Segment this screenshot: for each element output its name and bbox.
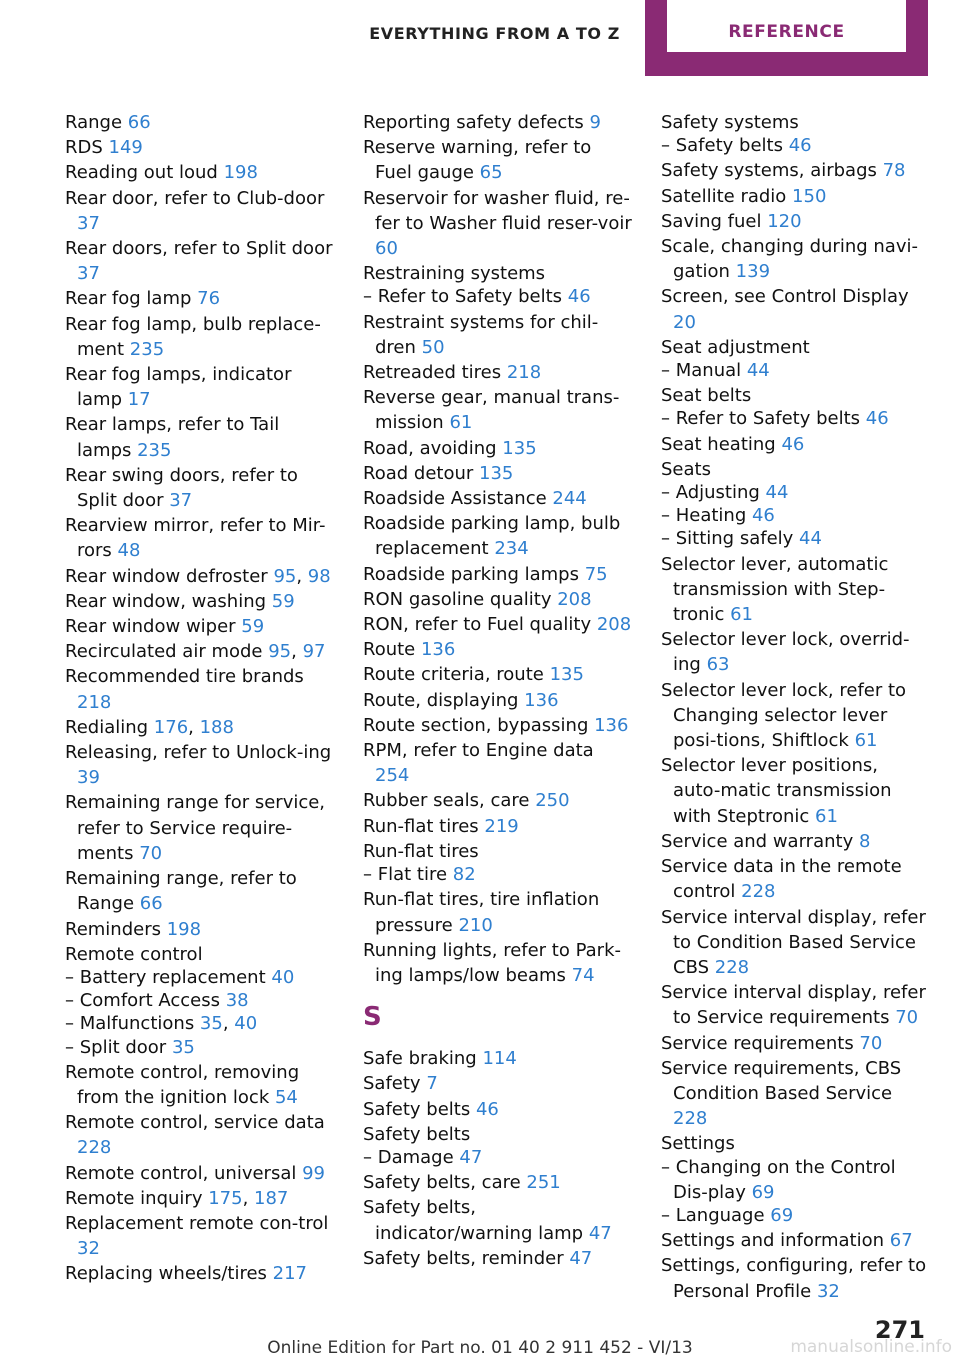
page-reference-link[interactable]: 219 (484, 815, 519, 837)
index-entry (363, 562, 633, 587)
page-reference-link[interactable]: 67 (889, 1230, 913, 1252)
page-reference-link[interactable]: 46 (475, 1098, 499, 1120)
index-entry (363, 1122, 633, 1147)
index-term: Rear fog lamp, bulb replace-ment (65, 313, 321, 360)
index-term: – Sitting safely (661, 528, 800, 550)
index-entry (661, 110, 931, 135)
page-reference-link[interactable]: 208 (596, 614, 632, 636)
index-entry (65, 186, 335, 236)
index-entry (363, 662, 633, 687)
index-term: Route section, bypassing (363, 714, 595, 736)
reference-tab (645, 0, 928, 76)
index-term: Safety belts, reminder (363, 1247, 570, 1269)
index-term: – Changing on the Control Dis-play (661, 1156, 896, 1203)
page-reference-link[interactable]: 54 (274, 1086, 298, 1108)
index-subentry (661, 133, 931, 158)
index-entry (363, 461, 633, 486)
index-entry (661, 209, 931, 234)
index-term: Remote inquiry (65, 1187, 209, 1209)
index-term: Rear window defroster (65, 565, 274, 587)
index-entry: Remote inquiry 175, 187 (65, 1187, 289, 1209)
index-entry (661, 905, 931, 981)
page-reference-link[interactable]: 44 (746, 360, 770, 382)
page-reference-link[interactable]: 95 (268, 641, 292, 663)
index-term: Safety belts (363, 1123, 471, 1145)
page-reference-link[interactable]: 208 (557, 588, 592, 610)
index-subentry (661, 526, 931, 551)
page-reference-link[interactable]: 210 (458, 914, 493, 936)
page-reference-link[interactable]: 40 (234, 1013, 258, 1035)
page-reference-link[interactable]: 228 (673, 1108, 708, 1130)
page-reference-link[interactable]: 218 (77, 691, 112, 713)
page-reference-link[interactable]: 61 (854, 730, 878, 752)
index-entry (661, 234, 931, 284)
index-entry (65, 412, 335, 462)
index-subentry (363, 862, 633, 887)
index-term: Releasing, refer to Unlock-ing (65, 742, 332, 764)
index-term: Replacing wheels/tires (65, 1263, 273, 1285)
page-reference-link[interactable]: 40 (271, 966, 295, 988)
index-term: Safety systems (661, 112, 799, 133)
index-term: – Safety belts (661, 135, 789, 157)
index-entry (65, 614, 335, 639)
index-subentry (661, 1203, 931, 1228)
index-entry (661, 753, 931, 829)
page-reference-link[interactable]: 120 (767, 210, 802, 232)
index-term: Safety systems, airbags (661, 160, 883, 182)
index-term: Service interval display, refer to Service requirements (661, 982, 926, 1029)
footer-edition: Online Edition for Part no. 01 40 2 911 452 - VI/13 (267, 1338, 693, 1358)
index-term: – Refer to Safety belts (661, 408, 866, 430)
page-reference-link[interactable]: 82 (452, 864, 476, 886)
index-entry (65, 1211, 335, 1261)
index-term: Seat belts (661, 385, 752, 407)
index-term: Roadside parking lamp, bulb replacement (363, 513, 621, 560)
index-term: Seat adjustment (661, 336, 810, 358)
index-entry (661, 1228, 931, 1253)
index-term: RON, refer to Fuel quality (363, 614, 597, 636)
index-entry (363, 486, 633, 511)
page-reference-link[interactable]: 47 (588, 1222, 612, 1244)
index-entry (65, 664, 335, 714)
index-term: Run-flat tires (363, 840, 479, 862)
index-term: Service requirements (661, 1032, 860, 1054)
page-reference-link[interactable]: 46 (567, 286, 591, 308)
page-reference-link[interactable]: 149 (108, 137, 143, 159)
index-subentry (661, 503, 931, 528)
index-term: Rear doors, refer to Split door (65, 238, 333, 260)
page-reference-link[interactable]: 32 (77, 1238, 100, 1260)
index-term: Route criteria, route (363, 664, 550, 686)
index-subentry: – Malfunctions 35, 40 (65, 1013, 258, 1035)
reference-tab-label: REFERENCE (728, 22, 845, 42)
page-reference-link[interactable]: 139 (735, 261, 771, 283)
page-reference-link[interactable]: 114 (482, 1048, 517, 1070)
index-entry (661, 335, 931, 360)
index-entry (661, 383, 931, 408)
index-term: Range (65, 112, 128, 133)
index-term: Settings (661, 1133, 735, 1155)
index-entry (65, 942, 335, 967)
page-reference-link[interactable]: 9 (589, 112, 601, 133)
index-term: Rear window, washing (65, 590, 272, 612)
index-entry (65, 110, 335, 135)
page-reference-link[interactable]: 99 (302, 1162, 325, 1184)
index-entry (363, 788, 633, 813)
index-term: – Battery replacement (65, 966, 272, 988)
index-term: – Malfunctions (65, 1013, 200, 1035)
index-entry (661, 432, 931, 457)
index-entry (65, 917, 335, 942)
page-reference-link[interactable]: 35 (171, 1036, 195, 1058)
index-term: Route, displaying (363, 689, 525, 711)
index-entry (661, 184, 931, 209)
index-entry (661, 980, 931, 1030)
page-reference-link[interactable]: 75 (584, 563, 608, 585)
page-reference-link[interactable]: 48 (117, 540, 141, 562)
index-term: Road detour (363, 462, 479, 484)
index-entry (661, 627, 931, 677)
page-reference-link[interactable]: 136 (420, 639, 456, 661)
page-reference-link[interactable]: 47 (569, 1247, 593, 1269)
index-entry (363, 814, 633, 839)
index-entry (363, 310, 633, 360)
index-subentry (363, 1145, 633, 1170)
page-reference-link[interactable]: 70 (859, 1032, 883, 1054)
index-subentry (65, 988, 335, 1013)
index-entry (661, 158, 931, 183)
index-term: – Comfort Access (65, 990, 226, 1012)
index-term: Retreaded tires (363, 362, 507, 384)
index-term: – Adjusting (661, 482, 766, 504)
index-term: Satellite radio (661, 185, 793, 207)
index-term: Selector lever positions, auto-matic transmission with Steptronic (661, 755, 892, 827)
index-entry (661, 457, 931, 482)
index-entry (363, 110, 633, 135)
page-reference-link[interactable]: 76 (197, 288, 221, 310)
index-term: – Flat tire (363, 864, 453, 886)
index-entry (363, 385, 633, 435)
index-entry (65, 463, 335, 513)
index-subentry (65, 1035, 335, 1060)
index-term: Run-flat tires (363, 815, 485, 837)
index-entry (363, 1246, 633, 1271)
index-term: Remote control, universal (65, 1162, 303, 1184)
index-term: Remote control (65, 943, 203, 965)
index-entry: Recirculated air mode 95, 97 (65, 641, 326, 663)
index-term: Screen, see Control Display (661, 286, 909, 308)
index-entry (65, 236, 335, 286)
index-entry (65, 160, 335, 185)
page-reference-link[interactable]: 7 (426, 1073, 438, 1095)
page-reference-link[interactable]: 46 (788, 135, 812, 157)
index-letter-heading: S (363, 1002, 382, 1033)
index-term: Redialing (65, 716, 154, 738)
page-reference-link[interactable]: 17 (127, 389, 151, 411)
index-term: Remote control, service data (65, 1112, 325, 1134)
index-term: Settings, configuring, refer to Personal Profile (661, 1255, 927, 1302)
page-reference-link[interactable]: 59 (241, 616, 265, 638)
index-entry (65, 312, 335, 362)
page-reference-link[interactable]: 60 (375, 238, 398, 260)
index-term: Seats (661, 458, 711, 480)
index-term: – Heating (661, 505, 752, 527)
index-term: Recommended tire brands (65, 666, 304, 688)
page-reference-link[interactable]: 217 (272, 1263, 308, 1285)
page-reference-link[interactable]: 61 (815, 805, 838, 827)
page-reference-link[interactable]: 61 (449, 412, 473, 434)
page-reference-link[interactable]: 65 (479, 162, 503, 184)
index-term: Rubber seals, care (363, 790, 536, 812)
page-reference-link[interactable]: 78 (882, 160, 906, 182)
page-reference-link[interactable]: 98 (307, 565, 331, 587)
index-term: Reading out loud (65, 162, 224, 184)
index-entry (363, 637, 633, 662)
index-entry (363, 135, 633, 185)
index-term: Replacement remote con-trol (65, 1212, 329, 1234)
index-entry (363, 1097, 633, 1122)
page-reference-link[interactable]: 35 (199, 1013, 223, 1035)
index-term: Remote control, removing from the ignition lock (65, 1061, 300, 1108)
index-entry (363, 887, 633, 937)
index-term: – Damage (363, 1146, 460, 1168)
index-entry (65, 135, 335, 160)
index-subentry (363, 284, 633, 309)
index-column-1 (65, 110, 335, 1287)
index-term: Recirculated air mode (65, 641, 269, 663)
index-term: Roadside parking lamps (363, 563, 585, 585)
page-reference-link[interactable]: 63 (706, 654, 730, 676)
index-entry (65, 790, 335, 866)
index-entry (661, 552, 931, 628)
index-entry (363, 1195, 633, 1245)
index-entry (363, 186, 633, 262)
index-term: Run-flat tires, tire inflation pressure (363, 889, 600, 936)
index-entry (65, 362, 335, 412)
index-term: Roadside Assistance (363, 488, 553, 510)
index-term: RON gasoline quality (363, 588, 558, 610)
index-entry (363, 1071, 633, 1096)
index-term: Service data in the remote control (661, 856, 902, 903)
page-reference-link[interactable]: 228 (714, 956, 750, 978)
index-entry (65, 1161, 335, 1186)
index-term: Route (363, 639, 421, 661)
index-term: Service requirements, CBS Condition Based Service (661, 1057, 902, 1104)
index-entry (65, 1060, 335, 1110)
page-header (0, 0, 960, 76)
page-reference-link[interactable]: 8 (858, 830, 871, 852)
page-reference-link[interactable]: 218 (506, 362, 542, 384)
index-entry (363, 1170, 633, 1195)
index-term: Safety belts, indicator/warning lamp (363, 1197, 589, 1244)
index-term: Rear lamps, refer to Tail lamps (65, 414, 280, 461)
index-term: Reservoir for washer fluid, re-fer to Washer fluid reser-voir (363, 187, 632, 234)
index-entry (65, 866, 335, 916)
index-entry (661, 1253, 931, 1303)
index-entry: Redialing 176, 188 (65, 716, 234, 738)
index-term: – Language (661, 1204, 771, 1226)
page-reference-link[interactable]: 228 (741, 881, 776, 903)
index-term: Restraining systems (363, 263, 546, 285)
index-term: Rear swing doors, refer to Split door (65, 464, 298, 512)
page-reference-link[interactable]: 254 (375, 765, 410, 787)
index-entry (363, 436, 633, 461)
index-subentry (65, 965, 335, 990)
index-entry: Rear window defroster 95, 98 (65, 565, 331, 587)
page-reference-link[interactable]: 69 (770, 1204, 794, 1226)
page-reference-link[interactable]: 50 (421, 336, 445, 358)
page-reference-link[interactable]: 47 (459, 1146, 483, 1168)
index-entry (661, 1056, 931, 1132)
index-entry (661, 1131, 931, 1156)
page-reference-link[interactable]: 59 (271, 590, 295, 612)
index-term: Reserve warning, refer to Fuel gauge (363, 137, 592, 184)
page-reference-link[interactable]: 244 (552, 488, 587, 510)
page-reference-link[interactable]: 46 (781, 433, 805, 455)
page-reference-link[interactable]: 251 (526, 1172, 561, 1194)
index-term: Settings and information (661, 1230, 890, 1252)
page-reference-link[interactable]: 235 (129, 338, 165, 360)
index-entry (363, 261, 633, 286)
page-reference-link[interactable]: 175 (208, 1187, 243, 1209)
index-entry (661, 829, 931, 854)
page-reference-link[interactable]: 187 (254, 1187, 289, 1209)
page-reference-link[interactable]: 61 (730, 604, 754, 626)
index-entry (661, 284, 931, 334)
page-reference-link[interactable]: 37 (77, 212, 100, 234)
page-reference-link[interactable]: 176 (153, 716, 189, 738)
page-reference-link[interactable]: 46 (751, 505, 775, 527)
index-term: Restraint systems for chil-dren (363, 311, 599, 358)
index-entry (363, 938, 633, 988)
index-entry (65, 1110, 335, 1160)
index-term: Remaining range for service, refer to Service require-ments (65, 792, 326, 864)
index-term: RDS (65, 137, 109, 159)
page-reference-link[interactable]: 44 (765, 482, 789, 504)
index-term: Reporting safety defects (363, 112, 590, 133)
index-term: – Split door (65, 1036, 172, 1058)
index-entry (661, 854, 931, 904)
page-number: 271 (874, 1316, 925, 1344)
index-term: Service interval display, refer to Condition Based Service CBS (661, 906, 926, 978)
page-reference-link[interactable]: 135 (549, 664, 584, 686)
index-entry (661, 678, 931, 754)
index-entry (363, 612, 633, 637)
index-term: Selector lever lock, overrid-ing (661, 629, 910, 676)
index-entry (65, 513, 335, 563)
index-term: Running lights, refer to Park-ing lamps/low beams (363, 939, 621, 986)
index-term: – Refer to Safety belts (363, 286, 568, 308)
page-reference-link[interactable]: 188 (199, 716, 234, 738)
index-entry (363, 713, 633, 738)
page-reference-link[interactable]: 198 (223, 162, 258, 184)
page-reference-link[interactable]: 198 (166, 918, 202, 940)
page-reference-link[interactable]: 39 (77, 767, 100, 789)
index-entry (363, 688, 633, 713)
index-term: RPM, refer to Engine data (363, 740, 594, 762)
index-term: Road, avoiding (363, 437, 503, 459)
page-reference-link[interactable]: 37 (77, 263, 100, 285)
index-subentry (661, 1155, 931, 1205)
index-term: Scale, changing during navi-gation (661, 236, 918, 283)
page-reference-link[interactable]: 32 (816, 1280, 840, 1302)
index-term: Selector lever lock, refer to Changing selector lever posi-tions, Shiftlock (661, 679, 907, 752)
page-reference-link[interactable]: 66 (139, 893, 163, 915)
page-reference-link[interactable]: 46 (865, 408, 889, 430)
page-reference-link[interactable]: 135 (502, 437, 537, 459)
index-term: Service and warranty (661, 830, 859, 852)
index-entry (363, 511, 633, 561)
index-entry (363, 738, 633, 788)
page-reference-link[interactable]: 74 (571, 964, 595, 986)
index-entry (65, 286, 335, 311)
index-subentry (661, 358, 931, 383)
page-reference-link[interactable]: 66 (127, 112, 151, 133)
index-term: Rear fog lamp (65, 288, 198, 310)
index-column-2 (363, 110, 633, 1271)
page-reference-link[interactable]: 97 (302, 641, 326, 663)
index-term: Remaining range, refer to Range (65, 868, 297, 915)
page-reference-link[interactable]: 136 (524, 689, 559, 711)
page-reference-link[interactable]: 228 (77, 1137, 112, 1159)
index-term: Rear fog lamps, indicator lamp (65, 364, 292, 411)
index-term: Rearview mirror, refer to Mir-rors (65, 515, 326, 562)
page-reference-link[interactable]: 136 (594, 714, 629, 736)
section-title: EVERYTHING FROM A TO Z (369, 24, 620, 43)
index-entry (363, 1046, 633, 1071)
index-term: Reverse gear, manual trans-mission (363, 387, 620, 434)
page-reference-link[interactable]: 70 (895, 1007, 919, 1029)
page-reference-link[interactable]: 95 (273, 565, 297, 587)
page-reference-link[interactable]: 150 (792, 185, 827, 207)
index-entry (65, 1261, 335, 1286)
index-term: – Manual (661, 360, 747, 382)
index-term: Rear window wiper (65, 616, 242, 638)
index-column-3 (661, 110, 931, 1304)
page-reference-link[interactable]: 235 (137, 439, 172, 461)
index-term: Selector lever, automatic transmission with Step-tronic (661, 553, 889, 626)
index-subentry (661, 406, 931, 431)
page-reference-link[interactable]: 250 (535, 790, 570, 812)
index-entry (65, 589, 335, 614)
page-reference-link[interactable]: 135 (479, 462, 514, 484)
index-entry (363, 587, 633, 612)
index-term: Rear door, refer to Club-door (65, 187, 325, 209)
index-term: Safety belts, care (363, 1172, 527, 1194)
index-entry (65, 740, 335, 790)
page-reference-link[interactable]: 20 (673, 311, 696, 333)
index-entry (661, 1031, 931, 1056)
index-subentry (661, 480, 931, 505)
page-reference-link[interactable]: 38 (225, 990, 249, 1012)
page-reference-link[interactable]: 37 (169, 490, 193, 512)
index-term: Seat heating (661, 433, 782, 455)
page-reference-link[interactable]: 70 (139, 842, 163, 864)
index-entry (363, 360, 633, 385)
index-term: Safety belts (363, 1098, 476, 1120)
page-reference-link[interactable]: 44 (799, 528, 822, 550)
watermark: manualsonline.info (790, 1337, 952, 1357)
page-reference-link[interactable]: 234 (494, 538, 529, 560)
index-term: Safety (363, 1073, 427, 1095)
index-term: Saving fuel (661, 210, 768, 232)
index-term: Reminders (65, 918, 167, 940)
page-reference-link[interactable]: 69 (751, 1181, 775, 1203)
index-term: Safe braking (363, 1048, 483, 1070)
index-entry (363, 839, 633, 864)
